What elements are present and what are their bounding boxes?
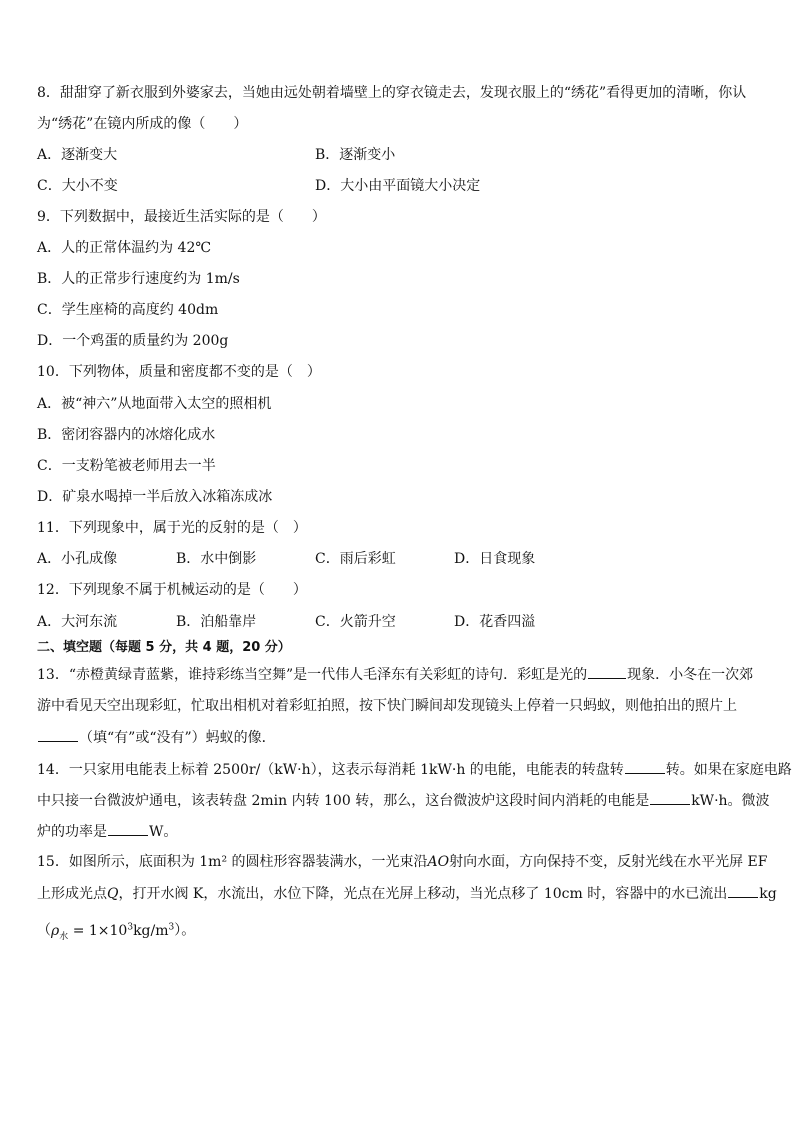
q11-option-a: A．小孔成像 [37, 551, 118, 567]
q13-line3 [37, 727, 764, 748]
q11-option-c: C．雨后彩虹 [315, 551, 396, 567]
q15-line2 [37, 883, 777, 904]
q11-option-b: B．水中倒影 [176, 551, 257, 567]
q9-option-b: B．人的正常步行速度约为 1m/s [37, 271, 240, 287]
q15-text-2a: 上形成光点 [37, 886, 107, 902]
q12-option-c: C．火箭升空 [315, 614, 396, 630]
q8-option-c: C．大小不变 [37, 178, 118, 194]
q9-stem: 9．下列数据中，最接近生活实际的是（ ） [37, 209, 326, 225]
q14-text-2b: kW·h。微波 [691, 793, 770, 809]
q14-blank-3[interactable] [108, 821, 148, 836]
q15-text-1b: 射向水面，方向保持不变，反射光线在水平光屏 EF [449, 854, 768, 870]
q14-text-2a: 中只接一台微波炉通电，该表转盘 2min 内转 100 转，那么，这台微波炉这段时间内消耗的电能是 [37, 793, 650, 809]
q8-stem-line1: 8．甜甜穿了新衣服到外婆家去，当她由远处朝着墙壁上的穿衣镜走去，发现衣服上的“绣花”看得更加的清晰，你认 [37, 85, 747, 101]
q14-blank-1[interactable] [625, 759, 665, 774]
q14-text-1a: 14．一只家用电能表上标着 2500r/（kW·h），这表示每消耗 1kW·h 的电能，电能表的转盘转 [37, 762, 624, 778]
q14-line2 [37, 790, 770, 811]
q15-text-3a: （ [37, 922, 51, 939]
q14-blank-2[interactable] [650, 790, 690, 805]
q8-stem-line2: 为“绣花”在镜内所成的像（ ） [37, 116, 248, 132]
water-density-formula: $\rho_水 = 1\times 10^3kg/m^3$ [51, 922, 175, 942]
q14-text-3b: W。 [149, 824, 178, 840]
q15-blank-1[interactable] [728, 883, 758, 898]
q9-option-a: A．人的正常体温约为 42℃ [37, 240, 212, 256]
q11-stem: 11．下列现象中，属于光的反射的是（ ） [37, 520, 307, 536]
q14-line1 [37, 759, 792, 780]
q13-text-3: （填“有”或“没有”）蚂蚁的像． [79, 730, 276, 746]
q10-option-d: D．矿泉水喝掉一半后放入冰箱冻成冰 [37, 489, 273, 505]
q12-option-d: D．花香四溢 [454, 614, 536, 630]
q10-stem: 10．下列物体，质量和密度都不变的是（ ） [37, 364, 321, 380]
q15-ray-ao: AO [427, 854, 450, 870]
q14-line3 [37, 821, 764, 842]
q15-text-2b: ，打开水阀 K，水流出，水位下降，光点在光屏上移动，当光点移了 10cm 时，容器中的水已流出 [118, 886, 728, 902]
q9-option-c: C．学生座椅的高度约 40dm [37, 302, 219, 318]
q13-blank-2[interactable] [38, 727, 78, 742]
q10-option-b: B．密闭容器内的冰熔化成水 [37, 427, 216, 443]
q15-line3 [37, 917, 764, 946]
q13-blank-1[interactable] [588, 664, 626, 679]
q12-stem: 12．下列现象不属于机械运动的是（ ） [37, 582, 307, 598]
section-heading-fill-blank: 二、填空题（每题 5 分，共 4 题，20 分） [37, 640, 291, 655]
q8-option-b: B．逐渐变小 [315, 147, 396, 163]
q12-option-b: B．泊船靠岸 [176, 614, 257, 630]
q13-line1 [37, 664, 764, 685]
q9-option-d: D．一个鸡蛋的质量约为 200g [37, 333, 229, 349]
q12-option-a: A．大河东流 [37, 614, 118, 630]
q11-option-d: D．日食现象 [454, 551, 536, 567]
q10-option-c: C．一支粉笔被老师用去一半 [37, 458, 216, 474]
q8-option-a: A．逐渐变大 [37, 147, 118, 163]
q13-line2: 游中看见天空出现彩虹，忙取出相机对着彩虹拍照，按下快门瞬间却发现镜头上停着一只蚂蚁，则他拍出的照片上 [37, 698, 737, 714]
q14-text-3a: 炉的功率是 [37, 824, 107, 840]
q10-option-a: A．被“神六”从地面带入太空的照相机 [37, 396, 272, 412]
q15-text-1a: 15．如图所示，底面积为 1m² 的圆柱形容器装满水，一光束沿 [37, 854, 428, 870]
q13-text-1a: 13．“赤橙黄绿青蓝紫，谁持彩练当空舞”是一代伟人毛泽东有关彩虹的诗句．彩虹是光的 [37, 667, 588, 683]
q15-unit-kg: kg [759, 886, 777, 902]
q8-option-d: D．大小由平面镜大小决定 [315, 178, 481, 194]
q15-text-3b: ）。 [174, 922, 196, 939]
q15-line1 [37, 852, 768, 872]
q15-point-q: Q [107, 886, 119, 902]
q13-text-1b: 现象．小冬在一次郊 [627, 667, 754, 683]
q14-text-1b: 转。如果在家庭电路 [665, 762, 792, 778]
